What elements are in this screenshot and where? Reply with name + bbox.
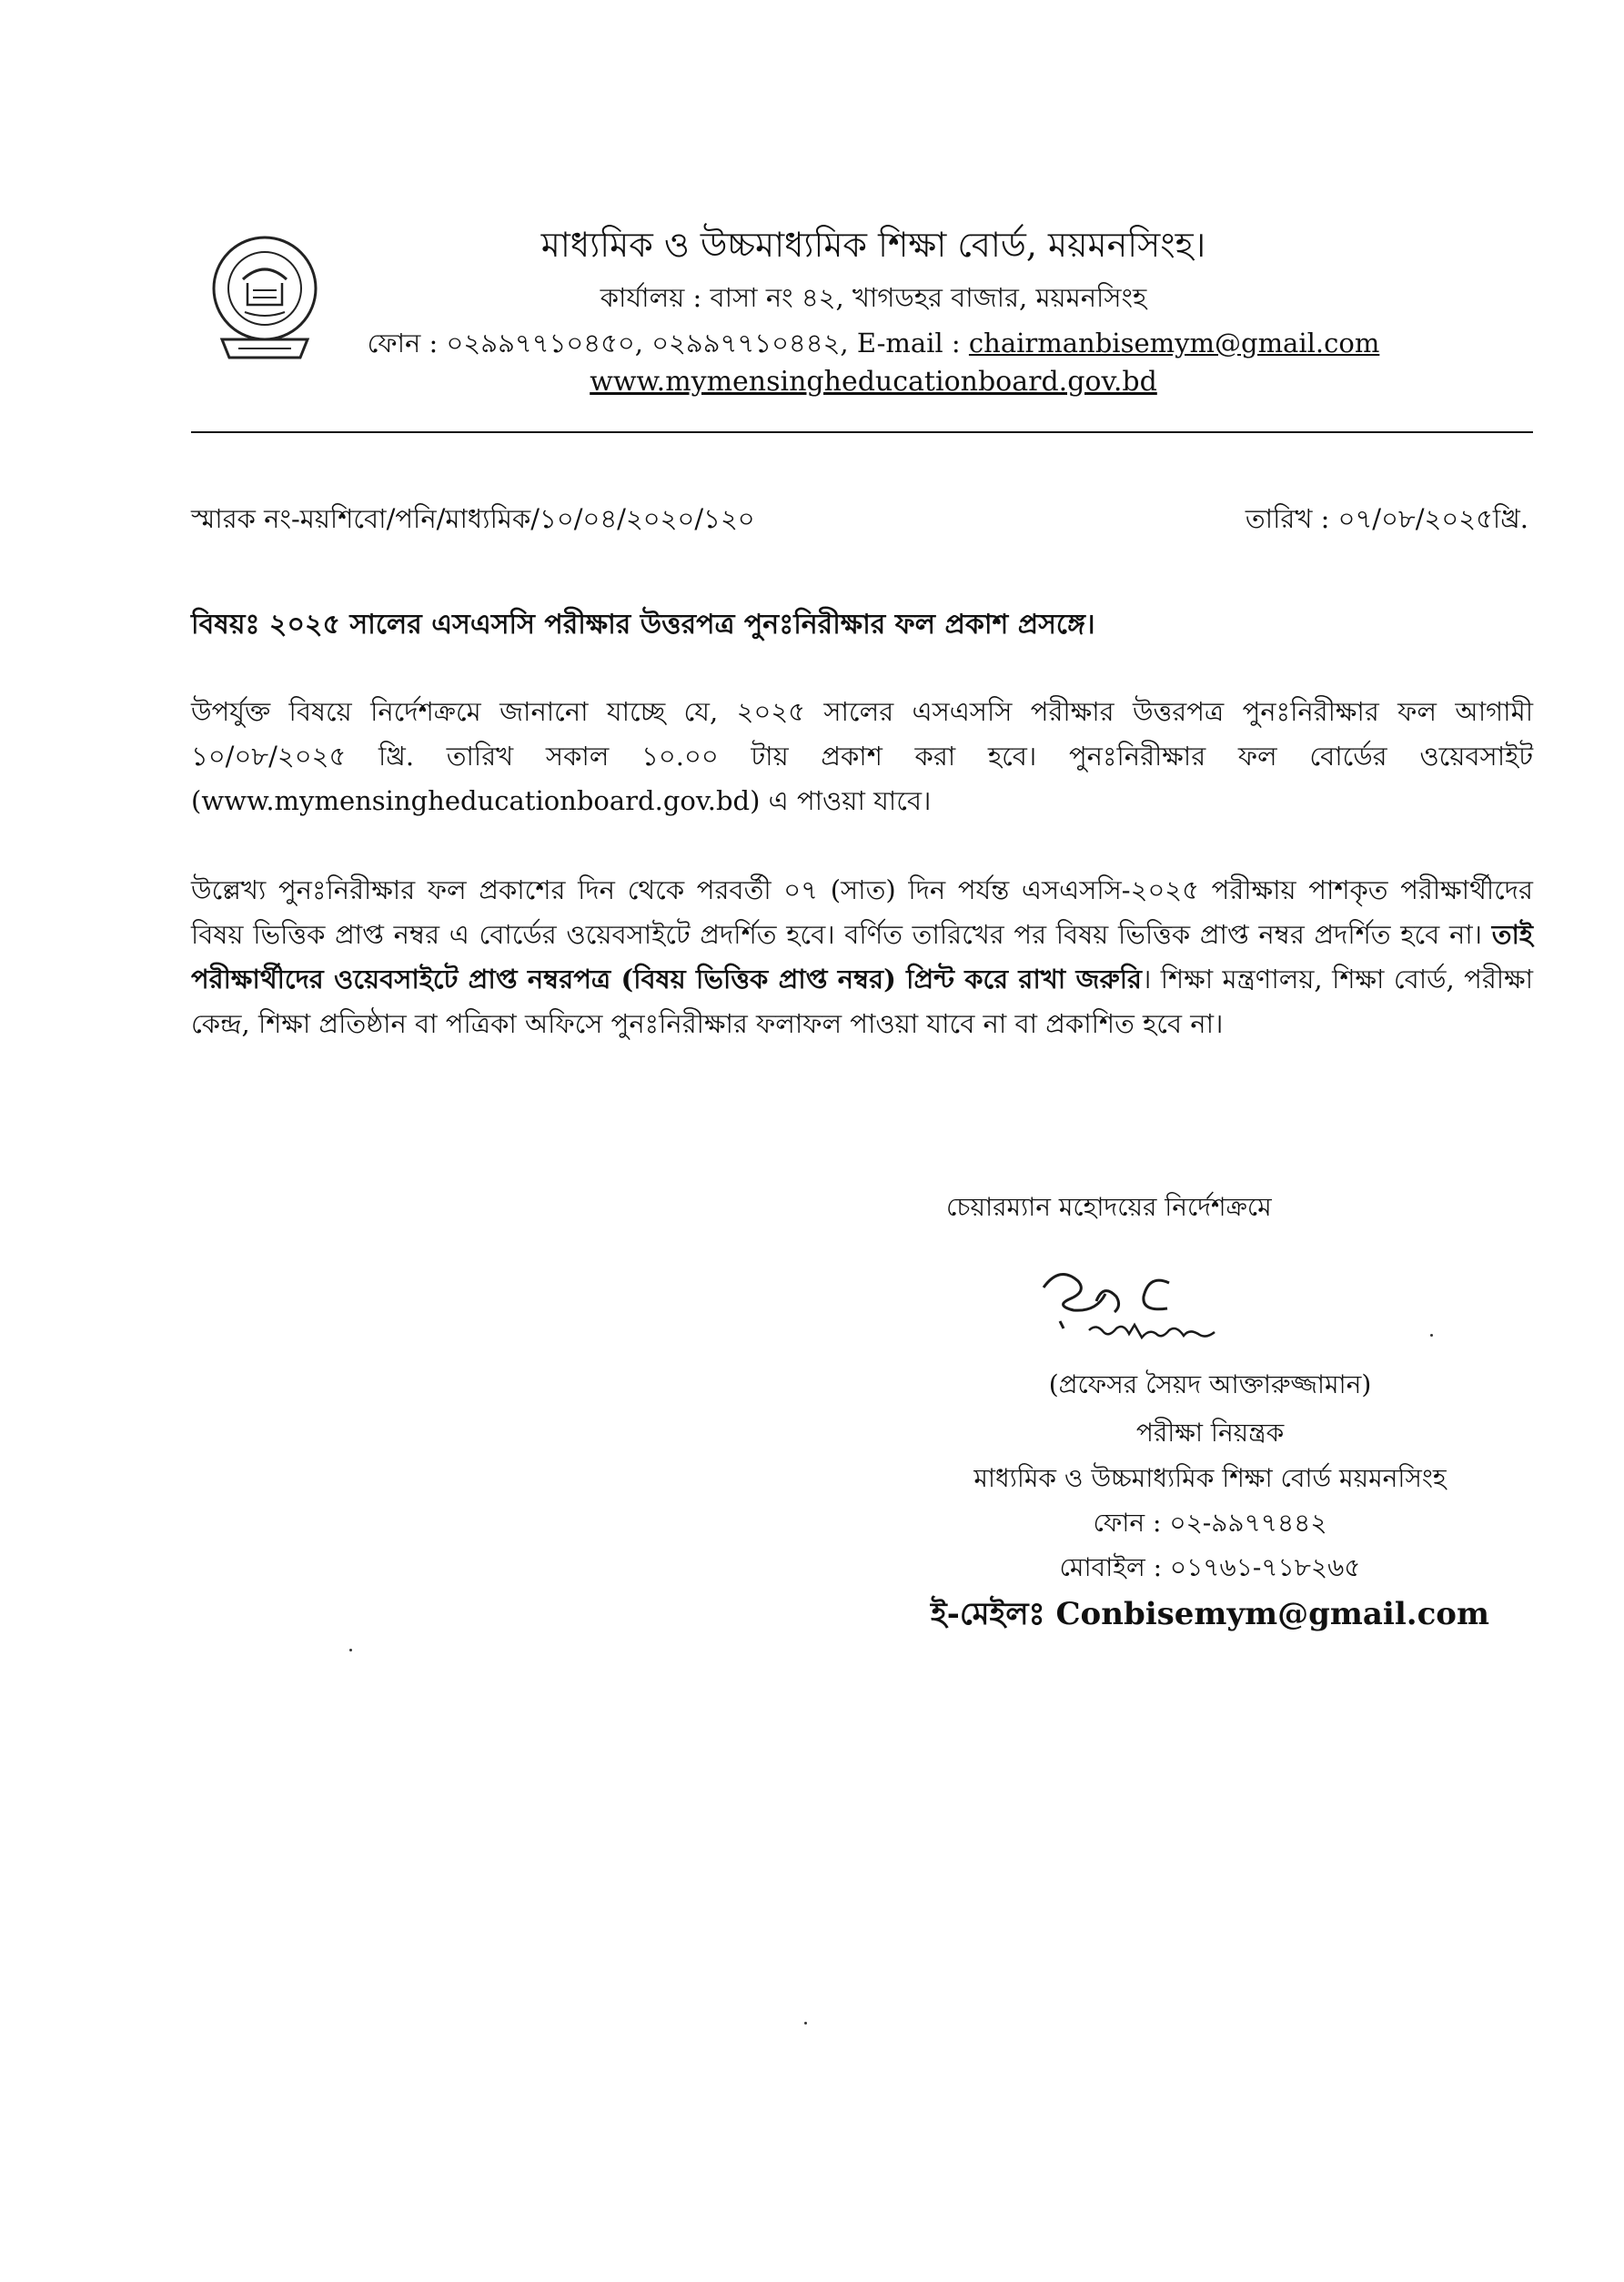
board-phone-text: ফোন : ০২৯৯৭৭১০৪৫০, ০২৯৯৭৭১০৪৪২, E-mail :: [367, 328, 969, 358]
body-paragraph-1: উপর্যুক্ত বিষয়ে নির্দেশক্রমে জানানো যাচ্ছে যে, ২০২৫ সালের এসএসসি পরীক্ষার উত্তরপত্র পুনঃনিরীক্ষার ফল আগামী ১০/০৮/২০২৫ খ্রি. তারিখ সকাল ১০.০০ টায় প্রকাশ করা হবে। পুনঃনিরীক্ষার ফল বোর্ডের ওয়েবসাইট (www.mymensingheducationboard.gov.bd) এ পাওয়া যাবে।: [191, 696, 1533, 816]
board-email-link[interactable]: chairmanbisemym@gmail.com: [968, 328, 1380, 358]
memo-subject: বিষয়ঃ ২০২৫ সালের এসএসসি পরীক্ষার উত্তরপত্র পুনঃনিরীক্ষার ফল প্রকাশ প্রসঙ্গে।: [191, 609, 1095, 641]
board-address: কার্যালয় : বাসা নং ৪২, খাগডহর বাজার, ময়মনসিংহ: [600, 282, 1147, 313]
signatory-organization: মাধ্যমিক ও উচ্চমাধ্যমিক শিক্ষা বোর্ড ময়মনসিংহ: [973, 1463, 1447, 1493]
scan-speck: [349, 1649, 352, 1651]
memo-reference: স্মারক নং-ময়শিবো/পনি/মাধ্যমিক/১০/০৪/২০২০/১২০: [191, 503, 755, 534]
signatory-designation: পরীক্ষা নিয়ন্ত্রক: [1135, 1418, 1285, 1448]
signature-caption: চেয়ারম্যান মহোদয়ের নির্দেশক্রমে: [946, 1192, 1272, 1222]
signatory-email: ই-মেইলঃ Conbisemym@gmail.com: [931, 1596, 1489, 1632]
signatory-mobile: মোবাইল : ০১৭৬১-৭১৮২৬৫: [1059, 1552, 1361, 1582]
memo-date: তারিখ : ০৭/০৮/২০২৫খ্রি.: [1245, 503, 1528, 534]
board-website-link[interactable]: www.mymensingheducationboard.gov.bd: [590, 366, 1157, 398]
letterhead-divider: [191, 431, 1533, 433]
board-contact: [355, 323, 1392, 368]
board-name-title: মাধ্যমিক ও উচ্চমাধ্যমিক শিক্ষা বোর্ড, ময়মনসিংহ।: [540, 225, 1206, 265]
body-paragraph-2-text: উল্লেখ্য পুনঃনিরীক্ষার ফল প্রকাশের দিন থেকে পরবর্তী ০৭ (সাত) দিন পর্যন্ত এসএসসি-২০২৫ পরীক্ষায় পাশকৃত পরীক্ষার্থীদের বিষয় ভিত্তিক প্রাপ্ত নম্বর এ বোর্ডের ওয়েবসাইটে প্রদর্শিত হবে। বর্ণিত তারিখের পর বিষয় ভিত্তিক প্রাপ্ত নম্বর প্রদর্শিত হবে না।: [191, 874, 1533, 950]
body-paragraph-2-emphasis: তাই পরীক্ষার্থীদের ওয়েবসাইটে প্রাপ্ত নম্বরপত্র (বিষয় ভিত্তিক প্রাপ্ত নম্বর) প্রিন্ট করে রাখা জরুরি: [191, 919, 1533, 995]
body-paragraph-2: [191, 868, 1533, 1046]
handwritten-signature: [1033, 1256, 1269, 1365]
scan-speck: [804, 2022, 807, 2025]
scan-speck: [1430, 1334, 1433, 1337]
signatory-name: (প্রফেসর সৈয়দ আক্তারুজ্জামান): [1048, 1369, 1372, 1399]
signatory-phone: ফোন : ০২-৯৯৭৭৪৪২: [1093, 1508, 1327, 1538]
body-paragraph-2-text-end: । শিক্ষা মন্ত্রণালয়, শিক্ষা বোর্ড, পরীক্ষা কেন্দ্র, শিক্ষা প্রতিষ্ঠান বা পত্রিকা অফিসে পুনঃনিরীক্ষার ফলাফল পাওয়া যাবে না বা প্রকাশিত হবে না।: [191, 964, 1533, 1039]
board-seal-logo: [202, 232, 328, 369]
